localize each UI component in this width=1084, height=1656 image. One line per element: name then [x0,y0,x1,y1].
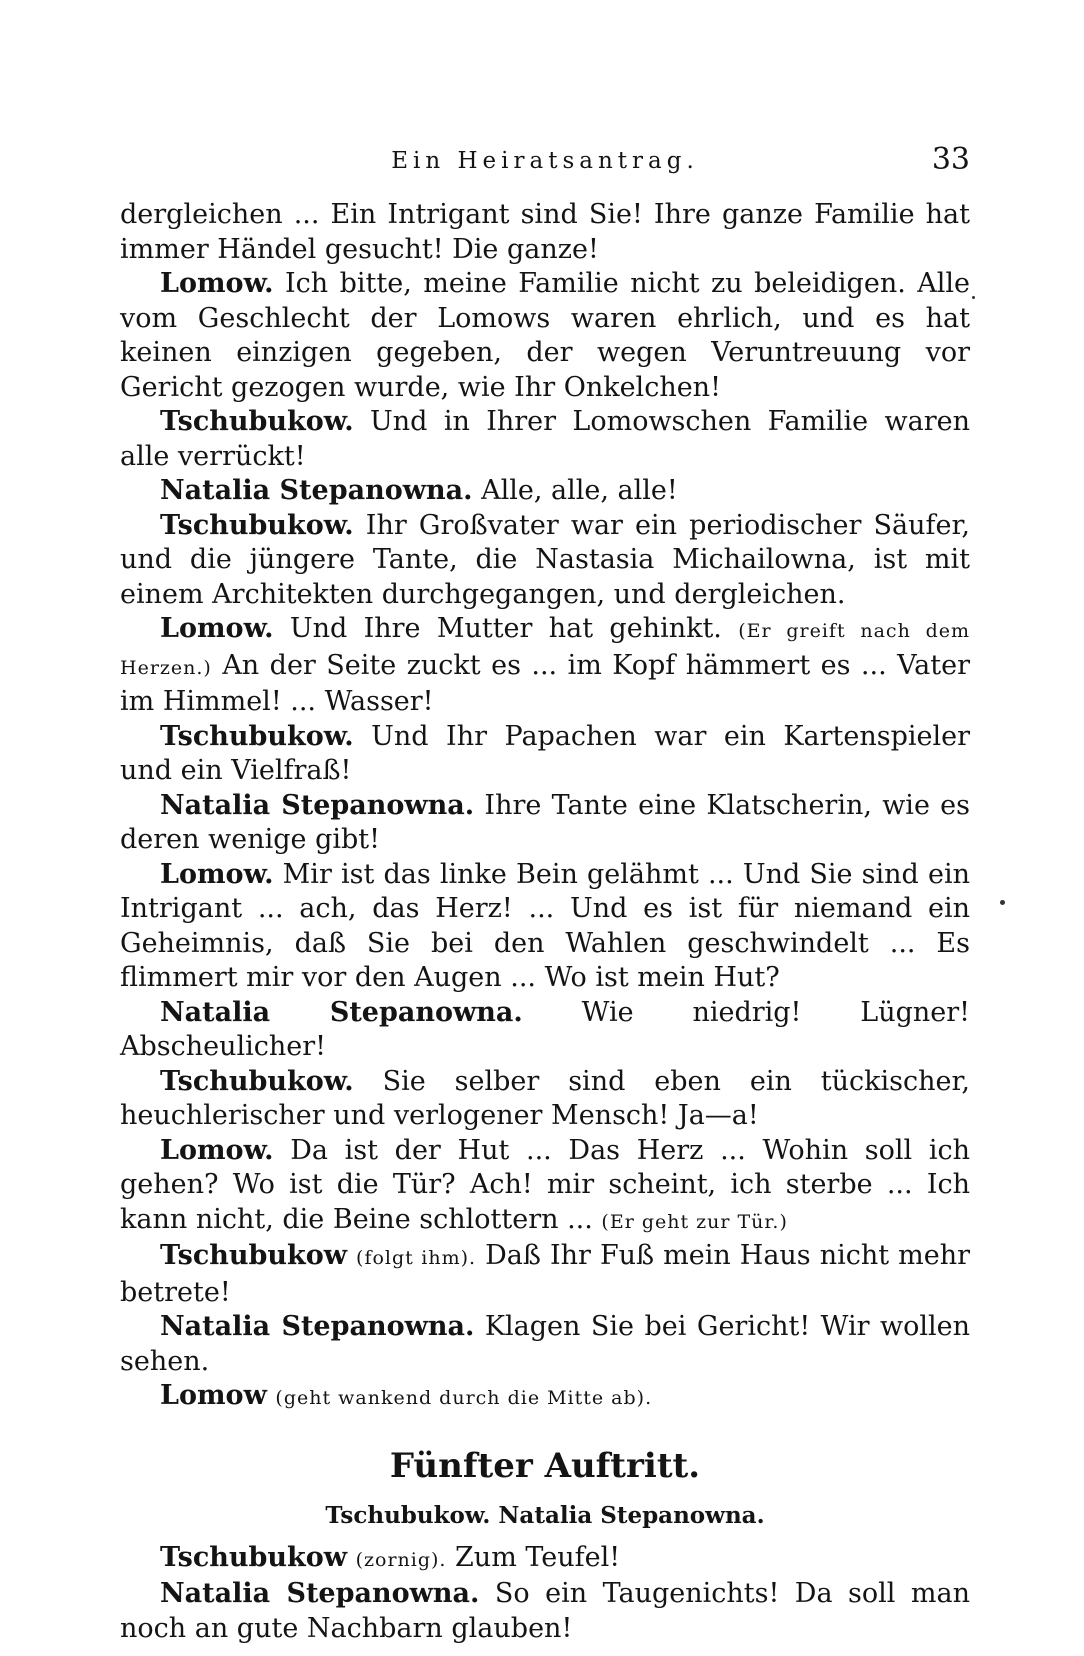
speaker-name: Tschubukow. [160,1065,354,1097]
speaker-name: Lomow. [160,268,274,299]
dialogue-text: Und Ihr Papachen war ein Kartenspieler und ein Vielfraß! [120,720,970,786]
speech [120,1065,970,1134]
speech [120,1541,970,1578]
speech [120,1134,970,1240]
speech [120,474,970,509]
speaker-name: Natalia Stepanowna. [160,789,475,821]
stage-direction: (folgt ihm). [356,1247,477,1269]
paragraph [120,198,970,267]
dialogue-text: Und Ihre Mutter hat gehinkt. [289,613,722,644]
stage-direction: (Er geht zur Tür.) [601,1210,788,1233]
dialogue-text: Zum Teufel! [455,1541,621,1573]
speaker-name: Lomow. [160,613,274,644]
page-body [120,198,970,1646]
speaker-name: Lomow. [160,858,274,890]
dialogue-text: dergleichen ... Ein Intrigant sind Sie! Ihre ganze Familie hat immer Händel gesucht! Die ganze! [120,199,970,265]
speaker-name: Tschubukow [160,1240,347,1271]
dialogue-text: Klagen Sie bei Gericht! Wir wollen sehen. [120,1311,970,1377]
dialogue-text: Da ist der Hut ... Das Herz ... Wohin soll ich gehen? Wo ist die Tür? Ach! mir scheint, ich sterbe ... Ich kann nicht, die Beine schlottern ... [120,1134,971,1235]
dialogue-text: Daß Ihr Fuß mein Haus nicht mehr betrete! [120,1240,970,1308]
dialogue-text: Alle, alle, alle! [481,475,678,506]
speech [120,858,970,996]
dialogue-text: Wie niedrig! Lügner! Abscheulicher! [120,996,971,1062]
speech [120,789,970,858]
speaker-name: Lomow. [160,1134,274,1166]
speaker-name: Tschubukow [160,1541,347,1573]
dialogue-text: Mir ist das linke Bein gelähmt ... Und Sie sind ein Intrigant ... ach, das Herz! ... Und es ist für niemand ein Geheimnis, daß Sie bei den Wahlen geschwindelt ... Es flimmert mir vor den Augen ... Wo ist mein Hut? [120,858,970,993]
page-number: 33 [931,142,970,177]
speech [120,996,970,1065]
speech [120,720,970,789]
speaker-name: Tschubukow. [160,406,354,437]
dialogue-text: Ihre Tante eine Klatscherin, wie es deren wenige gibt! [120,789,971,855]
speech [120,1239,970,1310]
speaker-name: Natalia Stepanowna. [160,1578,480,1609]
running-title: Ein Heiratsantrag. [391,148,699,174]
speaker-name: Tschubukow. [160,720,354,752]
speech [120,405,970,474]
stage-direction: (geht wankend durch die Mitte ab). [275,1387,653,1409]
print-speck [972,296,975,299]
speech [120,1577,970,1646]
act-heading: Fünfter Auftritt. [389,1445,701,1486]
speech [120,1310,970,1379]
speech [120,267,970,405]
speaker-name: Natalia Stepanowna. [160,475,473,506]
speaker-name: Tschubukow. [160,509,354,541]
speech [120,612,970,720]
print-speck [1000,900,1005,905]
dialogue-text: An der Seite zuckt es ... im Kopf hämmert es ... Vater im Himmel! ... Wasser! [120,649,970,717]
speaker-name: Lomow [160,1380,267,1411]
stage-direction: (zornig). [355,1548,447,1571]
dialogue-text: Ihr Großvater war ein periodischer Säufer, und die jüngere Tante, die Nastasia Michailowna, ist mit einem Architekten durchgegangen, und dergleichen. [120,509,970,610]
speech [120,509,970,613]
speaker-name: Natalia Stepanowna. [160,996,523,1028]
cast-list: Tschubukow. Natalia Stepanowna. [325,1501,765,1529]
speech [120,1379,970,1416]
page-header [120,142,970,182]
dialogue-text: Ich bitte, meine Familie nicht zu beleidigen. Alle vom Geschlecht der Lomows waren ehrlich, und es hat keinen einzigen gegeben, der wegen Veruntreuung vor Gericht gezogen wurde, wie Ihr Onkelchen! [120,268,970,403]
speaker-name: Natalia Stepanowna. [160,1311,475,1342]
dialogue-text: Und in Ihrer Lomowschen Familie waren alle verrückt! [120,406,970,472]
stage-direction: (Er greift nach dem Herzen.) [120,620,970,679]
dialogue-text: Sie selber sind eben ein tückischer, heuchlerischer und verlogener Mensch! Ja—a! [120,1065,970,1131]
dialogue-text: So ein Taugenichts! Da soll man noch an gute Nachbarn glauben! [120,1578,970,1644]
